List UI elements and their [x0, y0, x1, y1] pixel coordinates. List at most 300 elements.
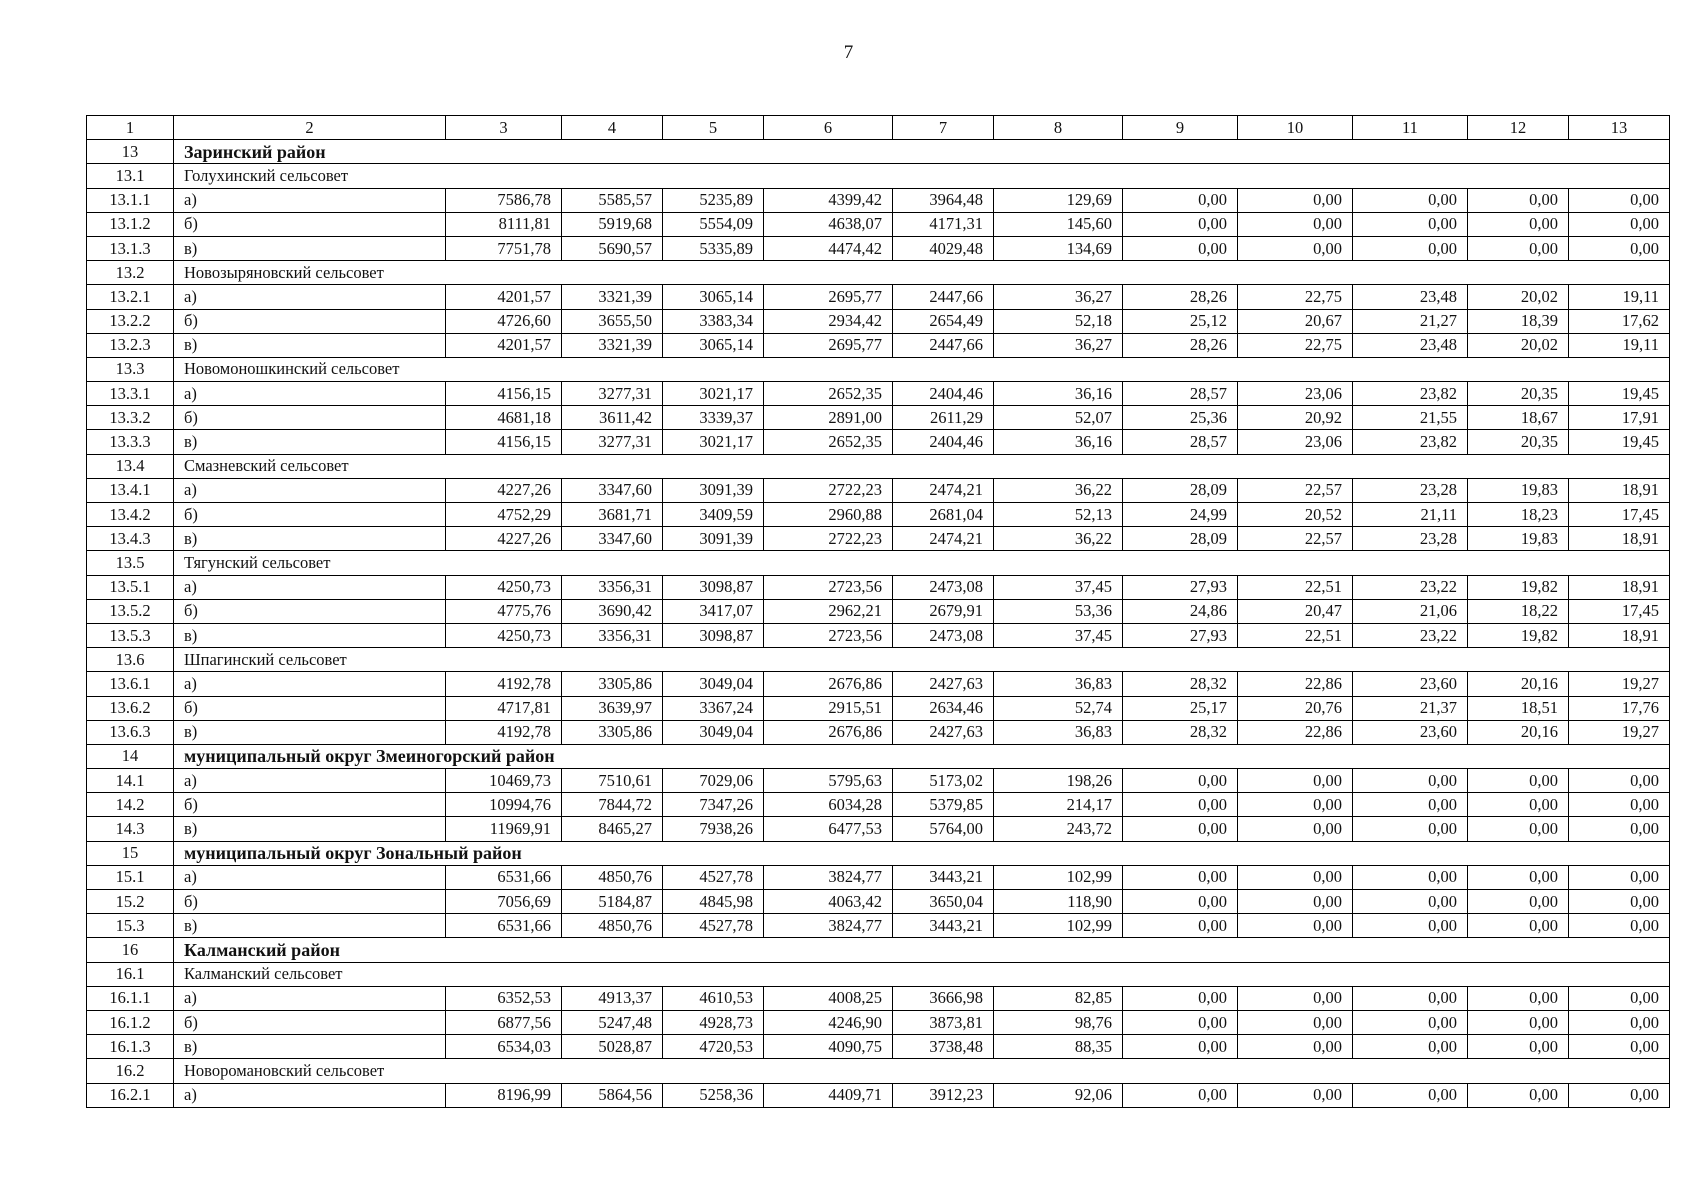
value-cell: 37,45 — [994, 623, 1123, 647]
value-cell: 19,82 — [1468, 623, 1569, 647]
value-cell: 23,28 — [1353, 478, 1468, 502]
settlement-row — [87, 454, 1670, 478]
value-cell: 0,00 — [1123, 769, 1238, 793]
value-cell: 3321,39 — [562, 333, 663, 357]
value-cell: 3367,24 — [663, 696, 764, 720]
column-header: 7 — [893, 116, 994, 140]
tariff-table — [86, 115, 1670, 1108]
row-variant-label: б) — [174, 503, 446, 527]
row-code: 13.6.1 — [87, 672, 174, 696]
row-code: 14.3 — [87, 817, 174, 841]
value-cell: 2652,35 — [764, 382, 893, 406]
value-cell: 5864,56 — [562, 1083, 663, 1107]
row-variant-label: в) — [174, 914, 446, 938]
value-cell: 2473,08 — [893, 575, 994, 599]
value-cell: 0,00 — [1569, 914, 1670, 938]
value-cell: 0,00 — [1353, 769, 1468, 793]
value-cell: 22,75 — [1238, 285, 1353, 309]
row-code: 13.3.3 — [87, 430, 174, 454]
value-cell: 0,00 — [1468, 1083, 1569, 1107]
row-code: 16.1.2 — [87, 1010, 174, 1034]
value-cell: 22,51 — [1238, 575, 1353, 599]
value-cell: 3655,50 — [562, 309, 663, 333]
value-cell: 0,00 — [1238, 793, 1353, 817]
value-cell: 23,48 — [1353, 285, 1468, 309]
row-variant-label: б) — [174, 309, 446, 333]
value-cell: 2960,88 — [764, 503, 893, 527]
value-cell: 5173,02 — [893, 769, 994, 793]
row-variant-label: в) — [174, 236, 446, 260]
value-cell: 0,00 — [1123, 986, 1238, 1010]
value-cell: 3305,86 — [562, 720, 663, 744]
row-variant-label: в) — [174, 720, 446, 744]
value-cell: 18,91 — [1569, 575, 1670, 599]
value-cell: 2723,56 — [764, 623, 893, 647]
value-cell: 17,62 — [1569, 309, 1670, 333]
value-cell: 22,57 — [1238, 478, 1353, 502]
value-cell: 52,07 — [994, 406, 1123, 430]
settlement-row — [87, 357, 1670, 381]
table-body — [87, 116, 1670, 1108]
settlement-row — [87, 1059, 1670, 1083]
value-cell: 0,00 — [1353, 212, 1468, 236]
value-cell: 129,69 — [994, 188, 1123, 212]
row-code: 13.4 — [87, 454, 174, 478]
value-cell: 6352,53 — [446, 986, 562, 1010]
value-cell: 2474,21 — [893, 527, 994, 551]
value-cell: 4775,76 — [446, 599, 562, 623]
value-cell: 18,23 — [1468, 503, 1569, 527]
value-cell: 3912,23 — [893, 1083, 994, 1107]
row-code: 13.3.1 — [87, 382, 174, 406]
value-cell: 0,00 — [1238, 769, 1353, 793]
value-cell: 20,35 — [1468, 430, 1569, 454]
table-row — [87, 890, 1670, 914]
value-cell: 4409,71 — [764, 1083, 893, 1107]
row-code: 13.1.3 — [87, 236, 174, 260]
value-cell: 7510,61 — [562, 769, 663, 793]
value-cell: 0,00 — [1123, 188, 1238, 212]
row-code: 16 — [87, 938, 174, 962]
value-cell: 23,48 — [1353, 333, 1468, 357]
value-cell: 3277,31 — [562, 382, 663, 406]
value-cell: 4610,53 — [663, 986, 764, 1010]
value-cell: 145,60 — [994, 212, 1123, 236]
settlement-title: Калманский сельсовет — [174, 962, 1670, 986]
value-cell: 0,00 — [1353, 914, 1468, 938]
value-cell: 5258,36 — [663, 1083, 764, 1107]
value-cell: 7029,06 — [663, 769, 764, 793]
value-cell: 18,91 — [1569, 527, 1670, 551]
value-cell: 0,00 — [1238, 212, 1353, 236]
value-cell: 21,06 — [1353, 599, 1468, 623]
value-cell: 18,91 — [1569, 623, 1670, 647]
value-cell: 3305,86 — [562, 672, 663, 696]
value-cell: 20,16 — [1468, 672, 1569, 696]
table-row — [87, 527, 1670, 551]
value-cell: 22,86 — [1238, 720, 1353, 744]
value-cell: 4250,73 — [446, 575, 562, 599]
value-cell: 3277,31 — [562, 430, 663, 454]
value-cell: 20,16 — [1468, 720, 1569, 744]
value-cell: 0,00 — [1468, 236, 1569, 260]
value-cell: 7844,72 — [562, 793, 663, 817]
value-cell: 24,99 — [1123, 503, 1238, 527]
value-cell: 25,12 — [1123, 309, 1238, 333]
page-number: 7 — [843, 42, 854, 63]
table-row — [87, 333, 1670, 357]
district-row — [87, 744, 1670, 768]
value-cell: 7751,78 — [446, 236, 562, 260]
row-variant-label: а) — [174, 382, 446, 406]
value-cell: 5379,85 — [893, 793, 994, 817]
row-code: 13.4.1 — [87, 478, 174, 502]
row-variant-label: б) — [174, 793, 446, 817]
value-cell: 28,57 — [1123, 382, 1238, 406]
value-cell: 2915,51 — [764, 696, 893, 720]
value-cell: 4726,60 — [446, 309, 562, 333]
value-cell: 18,22 — [1468, 599, 1569, 623]
row-code: 13.5.1 — [87, 575, 174, 599]
value-cell: 0,00 — [1569, 212, 1670, 236]
value-cell: 4752,29 — [446, 503, 562, 527]
value-cell: 0,00 — [1123, 914, 1238, 938]
row-variant-label: б) — [174, 599, 446, 623]
settlement-title: Шпагинский сельсовет — [174, 648, 1670, 672]
value-cell: 3417,07 — [663, 599, 764, 623]
value-cell: 20,02 — [1468, 333, 1569, 357]
table-row — [87, 503, 1670, 527]
value-cell: 0,00 — [1353, 865, 1468, 889]
value-cell: 102,99 — [994, 914, 1123, 938]
row-variant-label: б) — [174, 696, 446, 720]
value-cell: 4008,25 — [764, 986, 893, 1010]
row-variant-label: б) — [174, 1010, 446, 1034]
column-header: 2 — [174, 116, 446, 140]
column-header: 11 — [1353, 116, 1468, 140]
value-cell: 53,36 — [994, 599, 1123, 623]
column-header: 4 — [562, 116, 663, 140]
value-cell: 21,55 — [1353, 406, 1468, 430]
value-cell: 4156,15 — [446, 430, 562, 454]
value-cell: 0,00 — [1468, 769, 1569, 793]
value-cell: 0,00 — [1123, 1083, 1238, 1107]
value-cell: 0,00 — [1238, 914, 1353, 938]
column-header: 12 — [1468, 116, 1569, 140]
column-header: 1 — [87, 116, 174, 140]
value-cell: 4474,42 — [764, 236, 893, 260]
value-cell: 0,00 — [1238, 1010, 1353, 1034]
table-row — [87, 672, 1670, 696]
value-cell: 52,13 — [994, 503, 1123, 527]
value-cell: 4717,81 — [446, 696, 562, 720]
value-cell: 0,00 — [1468, 986, 1569, 1010]
row-variant-label: в) — [174, 430, 446, 454]
value-cell: 52,18 — [994, 309, 1123, 333]
table-row — [87, 382, 1670, 406]
value-cell: 23,60 — [1353, 672, 1468, 696]
value-cell: 4227,26 — [446, 478, 562, 502]
row-code: 15.1 — [87, 865, 174, 889]
value-cell: 2681,04 — [893, 503, 994, 527]
district-title: Заринский район — [174, 140, 1670, 164]
value-cell: 3409,59 — [663, 503, 764, 527]
row-variant-label: в) — [174, 333, 446, 357]
value-cell: 3639,97 — [562, 696, 663, 720]
value-cell: 0,00 — [1353, 236, 1468, 260]
value-cell: 4029,48 — [893, 236, 994, 260]
value-cell: 0,00 — [1123, 817, 1238, 841]
value-cell: 3049,04 — [663, 720, 764, 744]
value-cell: 0,00 — [1569, 1035, 1670, 1059]
row-variant-label: б) — [174, 406, 446, 430]
row-code: 16.1.1 — [87, 986, 174, 1010]
value-cell: 243,72 — [994, 817, 1123, 841]
value-cell: 2447,66 — [893, 333, 994, 357]
value-cell: 3356,31 — [562, 623, 663, 647]
value-cell: 2676,86 — [764, 720, 893, 744]
value-cell: 198,26 — [994, 769, 1123, 793]
row-code: 13.4.3 — [87, 527, 174, 551]
value-cell: 0,00 — [1123, 236, 1238, 260]
row-variant-label: в) — [174, 527, 446, 551]
value-cell: 0,00 — [1238, 986, 1353, 1010]
value-cell: 36,27 — [994, 285, 1123, 309]
value-cell: 0,00 — [1353, 986, 1468, 1010]
value-cell: 3738,48 — [893, 1035, 994, 1059]
value-cell: 28,26 — [1123, 333, 1238, 357]
settlement-row — [87, 648, 1670, 672]
table-row — [87, 285, 1670, 309]
table-row — [87, 430, 1670, 454]
value-cell: 0,00 — [1569, 890, 1670, 914]
value-cell: 20,67 — [1238, 309, 1353, 333]
table-row — [87, 769, 1670, 793]
value-cell: 3091,39 — [663, 527, 764, 551]
value-cell: 5919,68 — [562, 212, 663, 236]
value-cell: 2891,00 — [764, 406, 893, 430]
table-row — [87, 696, 1670, 720]
value-cell: 0,00 — [1123, 890, 1238, 914]
value-cell: 3873,81 — [893, 1010, 994, 1034]
row-code: 13.2.3 — [87, 333, 174, 357]
value-cell: 3356,31 — [562, 575, 663, 599]
value-cell: 134,69 — [994, 236, 1123, 260]
value-cell: 17,45 — [1569, 599, 1670, 623]
value-cell: 2654,49 — [893, 309, 994, 333]
value-cell: 0,00 — [1468, 1035, 1569, 1059]
value-cell: 0,00 — [1353, 1035, 1468, 1059]
value-cell: 23,60 — [1353, 720, 1468, 744]
table-row — [87, 599, 1670, 623]
value-cell: 36,22 — [994, 527, 1123, 551]
table-row — [87, 1010, 1670, 1034]
value-cell: 5247,48 — [562, 1010, 663, 1034]
value-cell: 21,27 — [1353, 309, 1468, 333]
value-cell: 5795,63 — [764, 769, 893, 793]
value-cell: 118,90 — [994, 890, 1123, 914]
settlement-title: Голухинский сельсовет — [174, 164, 1670, 188]
value-cell: 0,00 — [1238, 865, 1353, 889]
value-cell: 19,83 — [1468, 527, 1569, 551]
district-row — [87, 938, 1670, 962]
value-cell: 2404,46 — [893, 382, 994, 406]
value-cell: 0,00 — [1238, 817, 1353, 841]
value-cell: 6531,66 — [446, 865, 562, 889]
value-cell: 8465,27 — [562, 817, 663, 841]
value-cell: 0,00 — [1468, 890, 1569, 914]
table-row — [87, 236, 1670, 260]
row-variant-label: а) — [174, 285, 446, 309]
value-cell: 3443,21 — [893, 865, 994, 889]
value-cell: 4201,57 — [446, 333, 562, 357]
value-cell: 4527,78 — [663, 914, 764, 938]
value-cell: 6034,28 — [764, 793, 893, 817]
settlement-title: Новоромановский сельсовет — [174, 1059, 1670, 1083]
value-cell: 5235,89 — [663, 188, 764, 212]
value-cell: 0,00 — [1569, 188, 1670, 212]
value-cell: 27,93 — [1123, 575, 1238, 599]
value-cell: 17,45 — [1569, 503, 1670, 527]
value-cell: 28,09 — [1123, 478, 1238, 502]
value-cell: 0,00 — [1468, 188, 1569, 212]
value-cell: 0,00 — [1123, 793, 1238, 817]
table-row — [87, 720, 1670, 744]
value-cell: 2427,63 — [893, 672, 994, 696]
value-cell: 20,76 — [1238, 696, 1353, 720]
value-cell: 28,09 — [1123, 527, 1238, 551]
value-cell: 0,00 — [1353, 1010, 1468, 1034]
value-cell: 0,00 — [1238, 236, 1353, 260]
row-code: 15 — [87, 841, 174, 865]
value-cell: 88,35 — [994, 1035, 1123, 1059]
value-cell: 7938,26 — [663, 817, 764, 841]
value-cell: 3021,17 — [663, 382, 764, 406]
row-code: 13.3.2 — [87, 406, 174, 430]
value-cell: 4850,76 — [562, 865, 663, 889]
value-cell: 5690,57 — [562, 236, 663, 260]
value-cell: 2695,77 — [764, 285, 893, 309]
value-cell: 20,35 — [1468, 382, 1569, 406]
value-cell: 2652,35 — [764, 430, 893, 454]
value-cell: 17,76 — [1569, 696, 1670, 720]
value-cell: 3666,98 — [893, 986, 994, 1010]
value-cell: 7586,78 — [446, 188, 562, 212]
value-cell: 0,00 — [1569, 817, 1670, 841]
value-cell: 18,51 — [1468, 696, 1569, 720]
value-cell: 17,91 — [1569, 406, 1670, 430]
value-cell: 6534,03 — [446, 1035, 562, 1059]
value-cell: 5184,87 — [562, 890, 663, 914]
value-cell: 2679,91 — [893, 599, 994, 623]
settlement-row — [87, 261, 1670, 285]
value-cell: 0,00 — [1123, 1035, 1238, 1059]
row-code: 15.3 — [87, 914, 174, 938]
settlement-row — [87, 962, 1670, 986]
value-cell: 0,00 — [1238, 1035, 1353, 1059]
value-cell: 23,22 — [1353, 623, 1468, 647]
value-cell: 36,22 — [994, 478, 1123, 502]
value-cell: 23,82 — [1353, 430, 1468, 454]
value-cell: 5028,87 — [562, 1035, 663, 1059]
table-row — [87, 575, 1670, 599]
table-row — [87, 478, 1670, 502]
row-variant-label: б) — [174, 890, 446, 914]
column-header: 8 — [994, 116, 1123, 140]
value-cell: 0,00 — [1353, 793, 1468, 817]
value-cell: 23,06 — [1238, 430, 1353, 454]
row-code: 13.6.2 — [87, 696, 174, 720]
value-cell: 4845,98 — [663, 890, 764, 914]
value-cell: 36,83 — [994, 720, 1123, 744]
column-header: 5 — [663, 116, 764, 140]
row-code: 16.1 — [87, 962, 174, 986]
table-row — [87, 817, 1670, 841]
row-code: 13 — [87, 140, 174, 164]
value-cell: 0,00 — [1569, 986, 1670, 1010]
value-cell: 36,16 — [994, 430, 1123, 454]
value-cell: 0,00 — [1238, 188, 1353, 212]
value-cell: 0,00 — [1468, 1010, 1569, 1034]
row-variant-label: а) — [174, 865, 446, 889]
value-cell: 25,36 — [1123, 406, 1238, 430]
value-cell: 0,00 — [1353, 890, 1468, 914]
table-row — [87, 212, 1670, 236]
column-header: 9 — [1123, 116, 1238, 140]
value-cell: 23,06 — [1238, 382, 1353, 406]
value-cell: 3091,39 — [663, 478, 764, 502]
value-cell: 2611,29 — [893, 406, 994, 430]
row-variant-label: а) — [174, 188, 446, 212]
value-cell: 3021,17 — [663, 430, 764, 454]
row-code: 16.1.3 — [87, 1035, 174, 1059]
row-code: 13.4.2 — [87, 503, 174, 527]
value-cell: 22,86 — [1238, 672, 1353, 696]
value-cell: 4227,26 — [446, 527, 562, 551]
value-cell: 28,26 — [1123, 285, 1238, 309]
value-cell: 4090,75 — [764, 1035, 893, 1059]
value-cell: 3824,77 — [764, 865, 893, 889]
value-cell: 2676,86 — [764, 672, 893, 696]
value-cell: 2723,56 — [764, 575, 893, 599]
value-cell: 0,00 — [1569, 793, 1670, 817]
value-cell: 20,47 — [1238, 599, 1353, 623]
row-code: 13.5.3 — [87, 623, 174, 647]
value-cell: 19,45 — [1569, 382, 1670, 406]
value-cell: 8111,81 — [446, 212, 562, 236]
row-code: 15.2 — [87, 890, 174, 914]
value-cell: 10469,73 — [446, 769, 562, 793]
value-cell: 4850,76 — [562, 914, 663, 938]
column-header: 10 — [1238, 116, 1353, 140]
row-variant-label: в) — [174, 1035, 446, 1059]
value-cell: 0,00 — [1569, 865, 1670, 889]
value-cell: 4192,78 — [446, 720, 562, 744]
value-cell: 10994,76 — [446, 793, 562, 817]
value-cell: 2934,42 — [764, 309, 893, 333]
value-cell: 52,74 — [994, 696, 1123, 720]
value-cell: 3339,37 — [663, 406, 764, 430]
row-code: 13.3 — [87, 357, 174, 381]
value-cell: 2722,23 — [764, 527, 893, 551]
row-code: 13.2 — [87, 261, 174, 285]
value-cell: 3098,87 — [663, 575, 764, 599]
row-code: 13.1.2 — [87, 212, 174, 236]
column-header: 13 — [1569, 116, 1670, 140]
value-cell: 3964,48 — [893, 188, 994, 212]
value-cell: 3347,60 — [562, 527, 663, 551]
value-cell: 18,91 — [1569, 478, 1670, 502]
